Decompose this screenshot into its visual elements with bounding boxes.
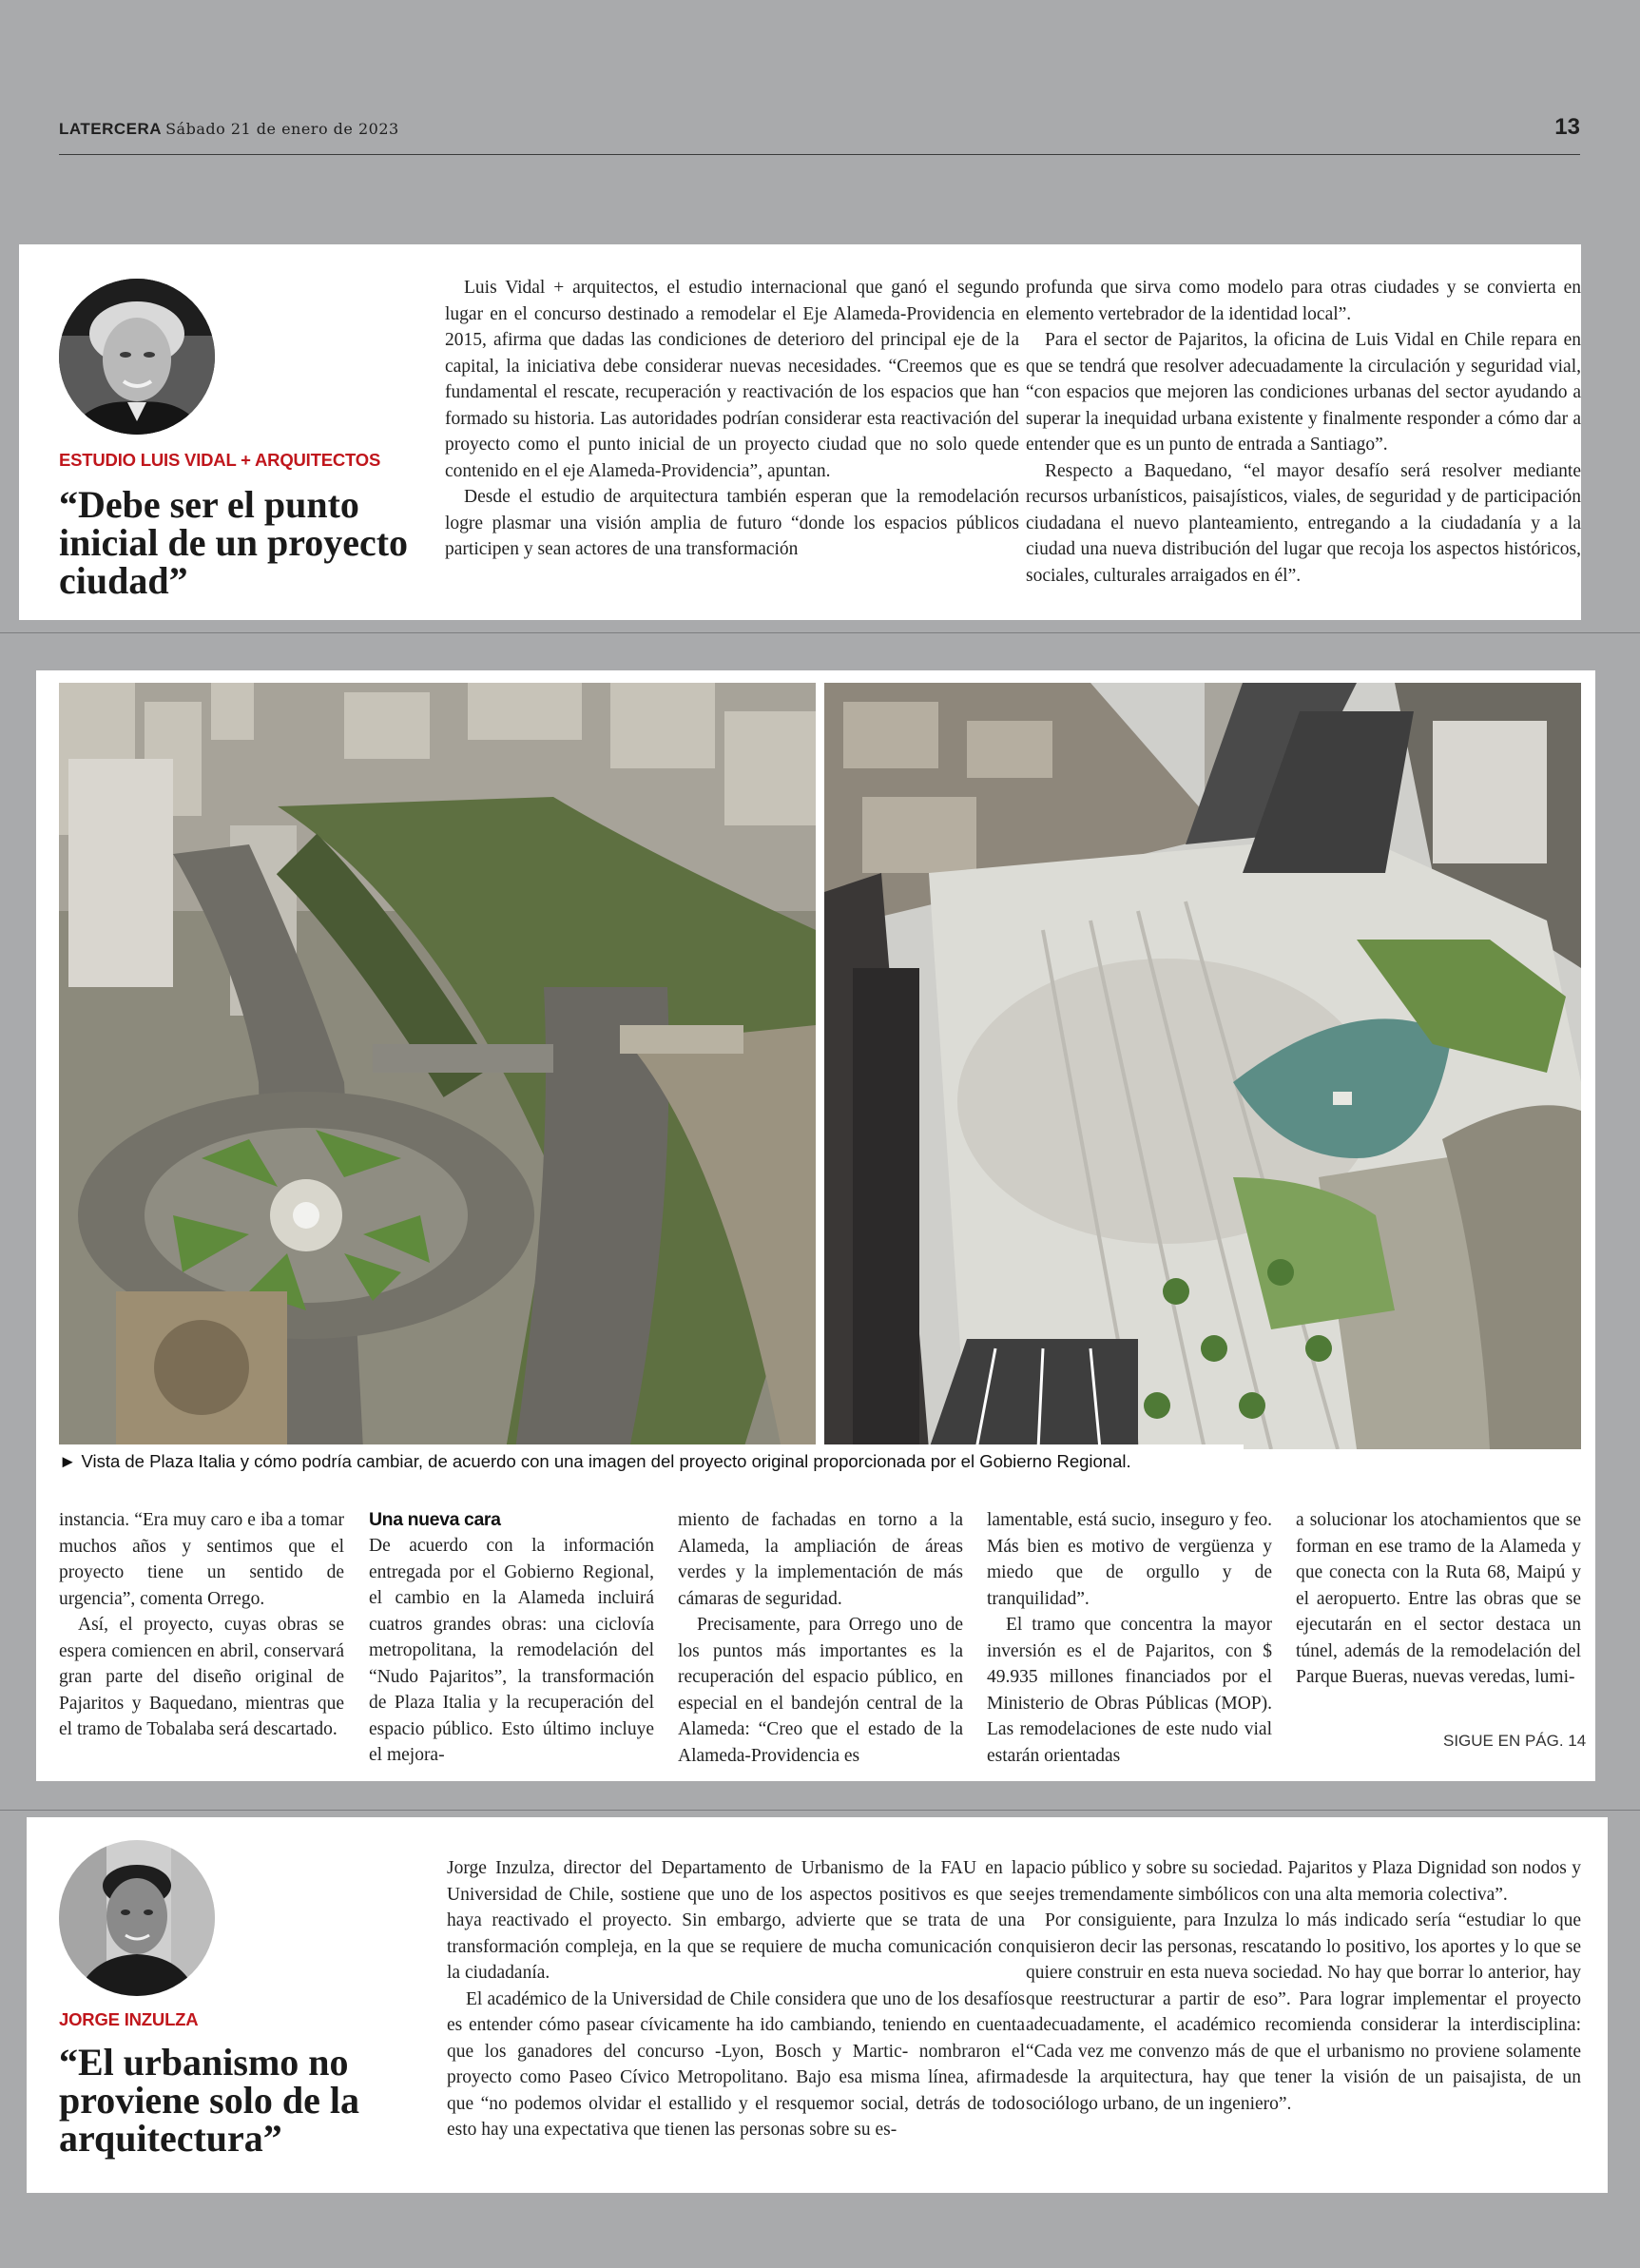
issue-date: Sábado 21 de enero de 2023 [165,120,399,138]
section-divider [0,1810,1640,1811]
top-story-column-2 [1026,275,1581,589]
main-article-column-1 [59,1507,344,1743]
aerial-photo-current [59,683,816,1449]
top-story-quote: “Debe ser el punto inicial de un proyecto ciudad” [59,483,409,602]
continued-on-page: SIGUE EN PÁG. 14 [1443,1732,1587,1750]
paragraph: Para el sector de Pajaritos, la oficina de Luis Vidal en Chile repara en que se tendrá que resolver adecuadamente la circulación y seguridad vial, “con espacios que mejoren las condiciones urbanas del sector ayudando a superar la inequidad urbana existente y finalmente responder a cómo dar a entender que es un punto de entrada a Santiago”. [1026,330,1581,455]
top-story-kicker: ESTUDIO LUIS VIDAL + ARQUITECTOS [59,450,381,470]
main-article-column-3 [678,1507,963,1769]
paragraph: instancia. “Era muy caro e iba a tomar muchos años y sentimos que el proyecto tiene un sentido de urgencia”, comenta Orrego. [59,1510,344,1609]
paragraph: Así, el proyecto, cuyas obras se espera comiencen en abril, conservará gran parte del diseño original de Pajaritos y Baquedano, mientras que el tramo de Tobalaba será descartado. [59,1615,344,1739]
page-number: 13 [1554,114,1580,140]
paragraph: El tramo que concentra la mayor inversión es el de Pajaritos, con $ 49.935 millones financiados por el Ministerio de Obras Públicas (MOP). Las remodelaciones de este nudo vial estarán orientadas [987,1615,1272,1766]
paragraph: Por consiguiente, para Inzulza lo más indicado sería “estudiar lo que quisieron decir las personas, rescatando lo positivo, los aportes y lo que se quiere construir en esta nueva sociedad. No hay que borrar lo anterior, hay que reestructurar a partir de eso”. Para lograr implementar el proyecto adecuadamente, el académico recomienda considerar la interdisciplina: “Cada vez me convenzo más de que el urbanismo no proviene solamente desde la arquitectura, hay que tener la visión de un paisajista, de un sociólogo urbano, de un ingeniero”. [1026,1910,1581,2114]
subheading: Una nueva cara [369,1509,501,1530]
paragraph: profunda que sirva como modelo para otras ciudades y se convierta en elemento vertebrador de la identidad local”. [1026,278,1581,324]
luis-vidal-portrait [59,279,215,435]
top-story-column-1 [445,275,1019,563]
top-story-panel [19,244,1581,620]
newspaper-brand [59,120,399,139]
page-header [59,107,1580,155]
paragraph: miento de fachadas en torno a la Alameda, la ampliación de áreas verdes y la implementación de más cámaras de seguridad. [678,1510,963,1609]
paragraph: a solucionar los atochamientos que se forman en ese tramo de la Alameda y que conecta con la Ruta 68, Maipú y el aeropuerto. Entre las obras que se ejecutarán en el sector destaca un túnel, además de la remodelación del Parque Bueras, nuevas veredas, lumi- [1296,1510,1581,1687]
main-article-column-2 [369,1507,654,1769]
paragraph: Desde el estudio de arquitectura también esperan que la remodelación logre plasmar una visión amplia de futuro “donde los espacios públicos participen y sean actores de una transformación [445,487,1019,559]
main-article-column-4 [987,1507,1272,1769]
project-render-photo [824,683,1581,1449]
paragraph: Luis Vidal + arquitectos, el estudio internacional que ganó el segundo lugar en el concurso destinado a remodelar el Eje Alameda-Providencia en 2015, afirma que dadas las condiciones de deterioro del principal eje de la capital, la iniciativa debe considerar nuevas necesidades. “Creemos que es fundamental el rescate, recuperación y reactivación de los espacios que han formado su historia. Las autoridades podrían considerar esta reactivación del proyecto como el punto inicial de un proyecto ciudad que no solo quede contenido en el eje Alameda-Providencia”, apuntan. [445,278,1019,481]
photo-caption-text: Vista de Plaza Italia y cómo podría cambiar, de acuerdo con una imagen del proyecto original proporcionada por el Gobierno Regional. [81,1451,1131,1471]
bottom-story-column-1 [447,1855,1025,2143]
main-article-column-5 [1296,1507,1581,1691]
bottom-story-kicker: JORGE INZULZA [59,2009,199,2029]
section-divider [0,632,1640,633]
paragraph: El académico de la Universidad de Chile considera que uno de los desafíos es entender cómo pasear cívicamente ha ido cambiando, teniendo en cuenta que los ganadores del concurso -Lyon, Bosch y Martic- nombraron el proyecto como Paseo Cívico Metropolitano. Bajo esa misma línea, afirma que “no podemos olvidar el estallido y el resquemor social, detrás de todo esto hay una expectativa que tienen las personas sobre su es- [447,1988,1025,2140]
bottom-story-column-2 [1026,1855,1581,2117]
jorge-inzulza-portrait [59,1840,215,1996]
bottom-story-panel [27,1817,1608,2193]
paragraph: Jorge Inzulza, director del Departamento de Urbanismo de la FAU en la Universidad de Chile, sostiene que uno de los aspectos positivos es que se haya reactivado el proyecto. Sin embargo, advierte que se trata de una transformación compleja, en la que se requiere de mucha comunicación con la ciudadanía. [447,1858,1025,1983]
paragraph: Respecto a Baquedano, “el mayor desafío será resolver mediante recursos urbanísticos, paisajísticos, viales, de seguridad y de participación ciudadana el nuevo planteamiento, entregando a la ciudadanía y a la ciudad una nueva distribución del lugar que recoja los aspectos históricos, sociales, culturales arraigados en él”. [1026,460,1581,586]
bottom-story-quote: “El urbanismo no proviene solo de la arquitectura” [59,2041,359,2160]
photo-caption [59,1451,1131,1472]
photo-caption-box [48,1444,1244,1479]
paragraph: lamentable, está sucio, inseguro y feo. Más bien es motivo de vergüenza y miedo que de orgullo y de tranquilidad”. [987,1510,1272,1609]
paragraph: Precisamente, para Orrego uno de los puntos más importantes es la recuperación del espacio público, en especial en el bandejón central de la Alameda: “Creo que el estado de la Alameda-Providencia es [678,1615,963,1766]
paragraph: pacio público y sobre su sociedad. Pajaritos y Plaza Dignidad son nodos y ejes tremendamente simbólicos con una alta memoria colectiva”. [1026,1858,1581,1905]
brand-name: LATERCERA [59,120,163,138]
paragraph: De acuerdo con la información entregada por el Gobierno Regional, el cambio en la Alameda incluirá cuatros grandes obras: una ciclovía metropolitana, la remodelación del “Nudo Pajaritos”, la transformación de Plaza Italia y la recuperación del espacio público. Esto último incluye el mejora- [369,1536,654,1765]
play-arrow-icon: ► [59,1451,77,1471]
